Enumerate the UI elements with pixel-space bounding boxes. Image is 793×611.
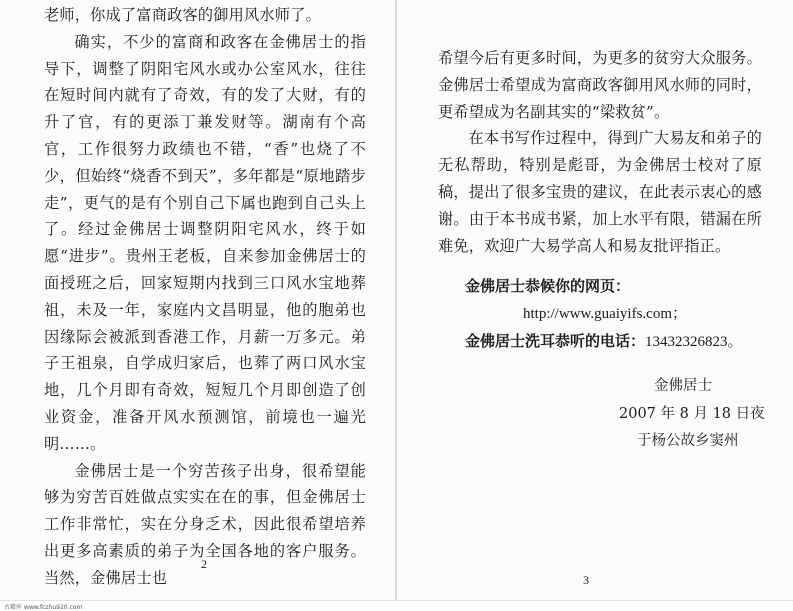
paragraph: 老师，你成了富商政客的御用风水师了。 [44, 6, 321, 24]
place: 于杨公故乡窦州 [637, 433, 739, 449]
page-number-right: 3 [583, 573, 589, 587]
phone-line [465, 330, 765, 351]
left-page-text [44, 2, 366, 592]
website-url: http://www.guaiyifs.com； [523, 306, 688, 322]
date: 2007 年 8 月 18 日夜 [619, 406, 765, 422]
signature: 金佛居士 [654, 378, 712, 394]
phone-number: 13432326823。 [645, 334, 743, 350]
right-page-text [438, 45, 762, 259]
left-page [0, 0, 396, 600]
paragraph: 金佛居士是一个穷苦孩子出身，很希望能够为穷苦百姓做点实实在在的事，但金佛居士工作非常忙，实在分身乏术，因此很希望培养出更多高素质的弟子为全国各地的客户服务。当然，金佛居士也 [44, 461, 366, 587]
watermark-text: 古藉库 www.fczhu920.com [4, 604, 83, 611]
page-number-left: 2 [201, 557, 207, 571]
website-label: 金佛居士恭候你的网页： [465, 277, 631, 295]
right-page [397, 0, 793, 600]
paragraph: 确实，不少的富商和政客在金佛居士的指导下，调整了阴阳宅风水或办公室风水，往往在短时间内就有了奇效，有的发了大财，有的升了官，有的更添丁兼发财等。湖南有个高官，工作很努力政绩也不错，“香”也烧了不少，但始终“烧香不到天”，多年都是“原地踏步走”，更气的是有个别自己下属也跑到自己头上了。经过金佛居士调整阴阳宅风水，终于如愿“进步”。贵州王老板，自来参加金佛居士的面授班之后，回家短期内找到三口风水宝地葬祖，未及一年，家庭内文昌明显，他的胞弟也因缘际会被派到香港工作，月薪一万多元。弟子王祖泉，自学成归家后，也葬了两口风水宝地，几个月即有奇效，短短几个月即创造了创业资金，准备开风水预测馆，前境也一遍光明……。 [44, 32, 366, 453]
phone-label: 金佛居士洗耳恭听的电话： [465, 332, 646, 350]
paragraph: 在本书写作过程中，得到广大易友和弟子的无私帮助，特别是彪哥，为金佛居士校对了原稿，提出了很多宝贵的建议，在此表示衷心的感谢。由于本书成书紧，加上水平有限，错漏在所难免，欢迎广大易学高人和易友批评指正。 [438, 129, 762, 255]
watermark-bar [0, 600, 793, 611]
paragraph: 希望今后有更多时间，为更多的贫穷大众服务。金佛居士希望成为富商政客御用风水师的同时，更希望成为名副其实的“梁救贫”。 [438, 49, 762, 121]
